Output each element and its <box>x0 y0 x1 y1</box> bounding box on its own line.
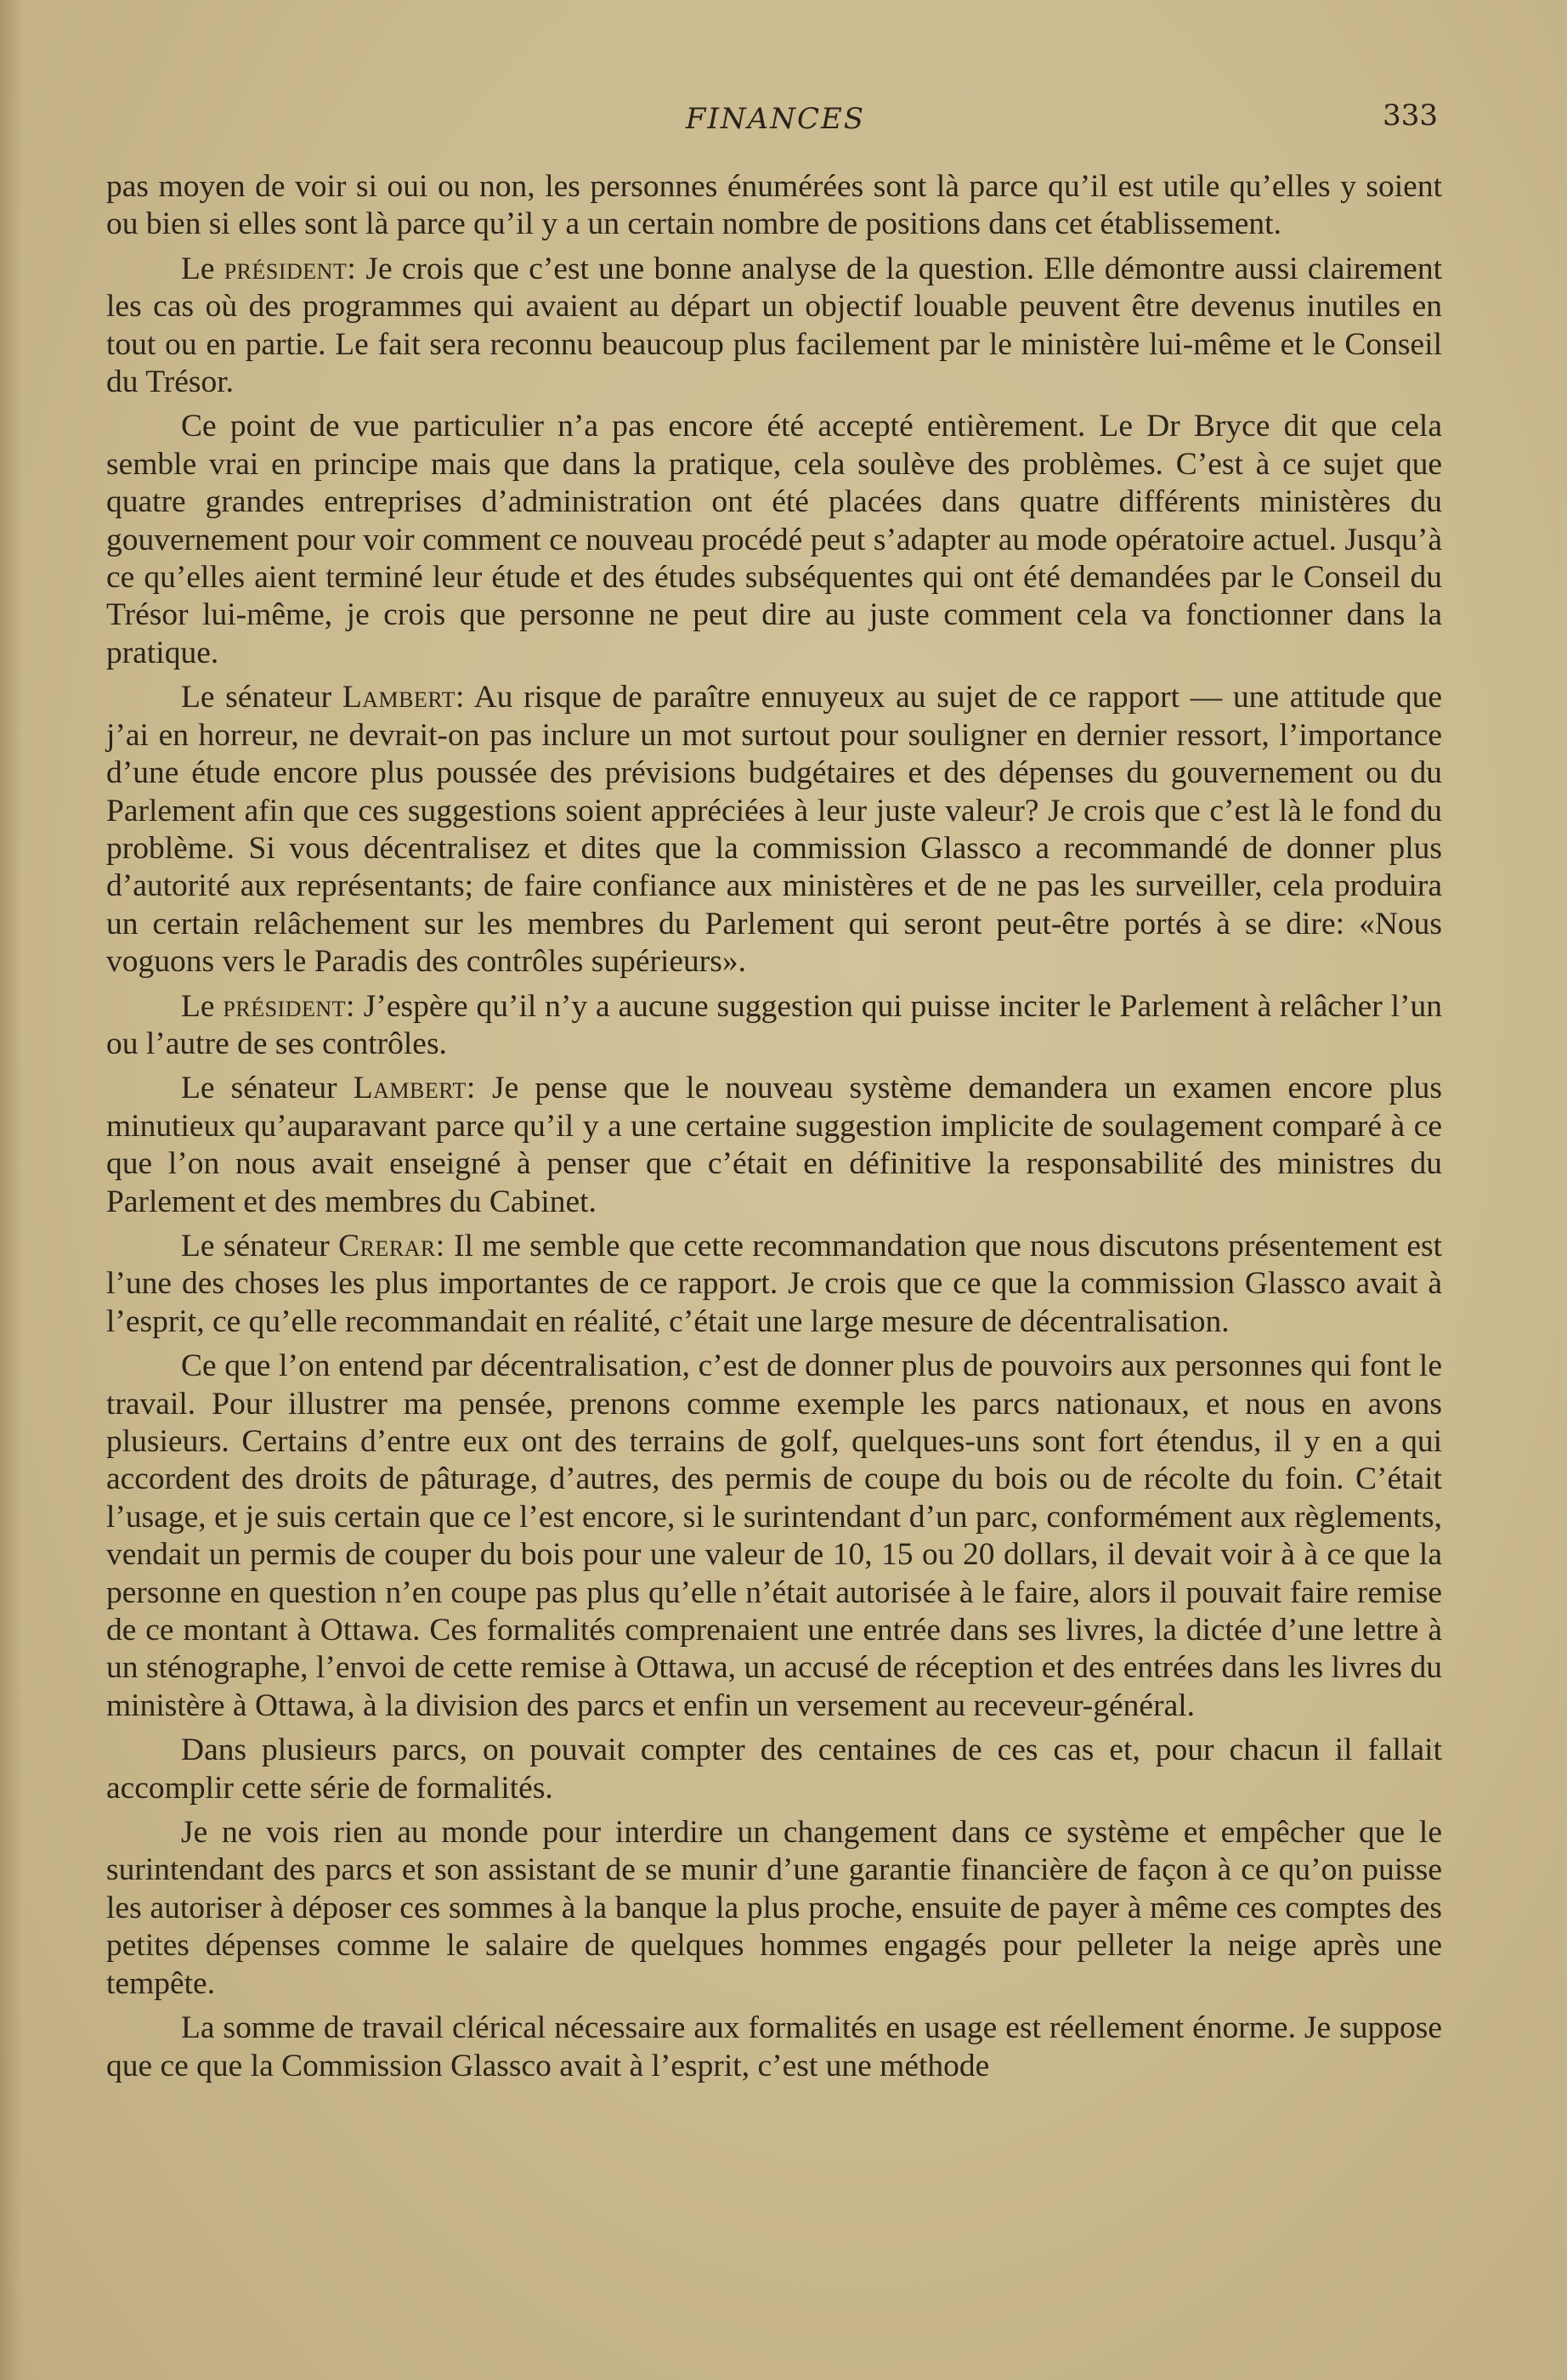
paragraph: Le président: J’espère qu’il n’y a aucune suggestion qui puisse inciter le Parlement à relâcher l’un ou l’autre de ses contrôles. <box>106 988 1442 1061</box>
speaker-name: Lambert: <box>353 1071 476 1106</box>
paragraph: Le sénateur Lambert: Au risque de paraître ennuyeux au sujet de ce rapport — une attitude que j’ai en horreur, ne devrait-on pas inclure un mot surtout pour souligner en dernier ressort, l’importance d’une étude encore plus poussée des prévisions budgétaires et des dépenses du gouvernement ou du Parlement afin que ces suggestions soient appréciées à leur juste valeur? Je crois que c’est là le fond du problème. Si vous décentralisez et dites que la commission Glassco a recommandé de donner plus d’autorité aux représentants; de faire confiance aux ministères et de ne pas les surveiller, cela produira un certain relâchement sur les membres du Parlement qui seront peut-être portés à se dire: «Nous voguons vers le Paradis des contrôles supérieurs». <box>106 680 1442 980</box>
speaker-name: président: <box>223 988 355 1024</box>
page-spine-shadow <box>0 0 22 2380</box>
paragraph: Ce point de vue particulier n’a pas encore été accepté entièrement. Le Dr Bryce dit que cela semble vrai en principe mais que dans la pratique, cela soulève des problèmes. C’est à ce sujet que quatre grandes entreprises d’administration ont été placées dans quatre différents ministères du gouvernement pour voir comment ce nouveau procédé peut s’adapter au mode opératoire actuel. Jusqu’à ce qu’elles aient terminé leur étude et des études subséquentes qui ont été demandées par le Conseil du Trésor lui-même, je crois que personne ne peut dire au juste comment cela va fonctionner dans la pratique. <box>106 409 1442 670</box>
paragraph: Je ne vois rien au monde pour interdire un changement dans ce système et empêcher que le surintendant des parcs et son assistant de se munir d’une garantie financière de façon à ce qu’on puisse les autoriser à déposer ces sommes à la banque la plus proche, ensuite de payer à même ces comptes des petites dépenses comme le salaire de quelques hommes engagés pour pelleter la neige après une tempête. <box>106 1815 1442 2001</box>
paragraph: La somme de travail clérical nécessaire aux formalités en usage est réellement énorme. Je suppose que ce que la Commission Glassco avait à l’esprit, c’est une méthode <box>106 2010 1442 2083</box>
paragraph: Le président: Je crois que c’est une bonne analyse de la question. Elle démontre aussi clairement les cas où des programmes qui avaient au départ un objectif louable peuvent être devenus inutiles en tout ou en partie. Le fait sera reconnu beaucoup plus facilement par le ministère lui-même et le Conseil du Trésor. <box>106 251 1442 400</box>
paragraph: Le sénateur Crerar: Il me semble que cette recommandation que nous discutons présentement est l’une des choses les plus importantes de ce rapport. Je crois que ce que la commission Glassco avait à l’esprit, ce qu’elle recommandait en réalité, c’était une large mesure de décentralisation. <box>106 1228 1442 1339</box>
running-title: FINANCES <box>685 102 866 136</box>
page-header <box>106 95 1445 146</box>
paragraph: Le sénateur Lambert: Je pense que le nouveau système demandera un examen encore plus minutieux qu’auparavant parce qu’il y a une certaine suggestion implicite de soulagement comparé à ce que l’on nous avait enseigné à penser que c’était en définitive la responsabilité des ministres du Parlement et des membres du Cabinet. <box>106 1071 1442 1219</box>
paragraph: Dans plusieurs parcs, on pouvait compter des centaines de ces cas et, pour chacun il fallait accomplir cette série de formalités. <box>106 1733 1442 1806</box>
page-body <box>106 168 1442 2092</box>
paragraph: pas moyen de voir si oui ou non, les personnes énumérées sont là parce qu’il est utile qu’elles y soient ou bien si elles sont là parce qu’il y a un certain nombre de positions dans cet établissement. <box>106 169 1442 242</box>
paragraph: Ce que l’on entend par décentralisation, c’est de donner plus de pouvoirs aux personnes qui font le travail. Pour illustrer ma pensée, prenons comme exemple les parcs nationaux, et nous en avons plusieurs. Certains d’entre eux ont des terrains de golf, quelques-uns sont fort étendus, il y en a qui accordent des droits de pâturage, d’autres, des permis de coupe du bois ou de récolte du foin. C’était l’usage, et je suis certain que ce l’est encore, si le surintendant d’un parc, conformément aux règlements, vendait un permis de couper du bois pour une valeur de 10, 15 ou 20 dollars, il devait voir à à ce que la personne en question n’en coupe pas plus qu’elle n’était autorisée à le faire, alors il pouvait faire remise de ce montant à Ottawa. Ces formalités comprenaient une entrée dans ses livres, la dictée d’une lettre à un sténographe, l’envoi de cette remise à Ottawa, un accusé de réception et des entrées dans les livres du ministère à Ottawa, à la division des parcs et enfin un versement au receveur-général. <box>106 1348 1442 1723</box>
speaker-name: président: <box>223 251 357 286</box>
speaker-name: Lambert: <box>342 680 465 715</box>
speaker-name: Crerar: <box>338 1228 445 1263</box>
page-number: 333 <box>1383 99 1438 133</box>
